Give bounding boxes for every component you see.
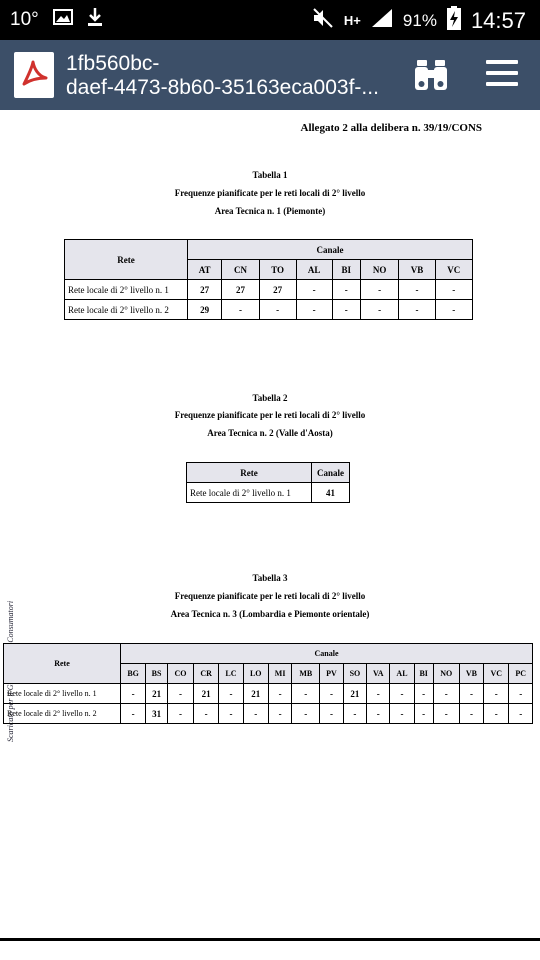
table-cell: -	[509, 704, 533, 724]
table3-area: Area Tecnica n. 3 (Lombardia e Piemonte orientale)	[170, 609, 370, 619]
table-row-label: Rete locale di 2° livello n. 1	[4, 684, 121, 704]
battery-level: 91%	[402, 10, 437, 30]
table-column-header: PC	[509, 664, 533, 684]
table-cell: -	[459, 704, 483, 724]
table-cell: 21	[343, 684, 366, 704]
table-column-header: LC	[219, 664, 243, 684]
temperature: 10°	[10, 9, 39, 30]
table-cell: -	[435, 280, 472, 300]
bottom-edge	[0, 938, 540, 960]
table-cell: -	[194, 704, 219, 724]
table3-group-header: Canale	[121, 644, 533, 664]
table-cell: -	[219, 684, 243, 704]
table-cell: -	[167, 704, 193, 724]
table-cell: 21	[194, 684, 219, 704]
table-cell: -	[343, 704, 366, 724]
table-cell: -	[243, 704, 268, 724]
allegato-header: Allegato 2 alla delibera n. 39/19/CONS	[300, 122, 482, 134]
table-cell: 29	[188, 300, 222, 320]
pdf-page[interactable]	[0, 110, 540, 938]
table-cell: -	[414, 684, 433, 704]
mute-icon	[312, 8, 334, 33]
table-column-header: MB	[292, 664, 320, 684]
table-cell: 21	[243, 684, 268, 704]
table1-area: Area Tecnica n. 1 (Piemonte)	[214, 206, 326, 216]
table-row	[4, 704, 533, 724]
table-cell: -	[360, 280, 399, 300]
acrobat-icon[interactable]	[14, 52, 54, 98]
table-column-header: MI	[268, 664, 291, 684]
table-column-header: VC	[435, 260, 472, 280]
table-cell: -	[360, 300, 399, 320]
table-column-header: PV	[320, 664, 343, 684]
table-row-label: Rete locale di 2° livello n. 2	[65, 300, 188, 320]
table1-row-header: Rete	[65, 240, 188, 280]
table-column-header: VB	[399, 260, 435, 280]
table2-area: Area Tecnica n. 2 (Valle d'Aosta)	[207, 428, 333, 438]
table-row-label: Rete locale di 2° livello n. 1	[187, 483, 312, 503]
status-bar	[0, 0, 540, 40]
table-column-header: AL	[390, 664, 414, 684]
table-column-header: BS	[146, 664, 168, 684]
menu-icon[interactable]	[486, 60, 518, 90]
table-cell: -	[367, 684, 390, 704]
table-row	[4, 684, 533, 704]
table-cell: -	[268, 704, 291, 724]
document-title	[66, 52, 406, 100]
table-cell: -	[390, 704, 414, 724]
table-row-label: Rete locale di 2° livello n. 1	[65, 280, 188, 300]
table-cell: -	[219, 704, 243, 724]
table-column-header: TO	[259, 260, 296, 280]
table-1	[64, 239, 473, 320]
table-column-header: BG	[121, 664, 146, 684]
table-3	[3, 643, 533, 724]
table-column-header: AL	[296, 260, 332, 280]
table2-subtitle: Frequenze pianificate per le reti locali di 2° livello	[174, 410, 366, 420]
app-bar	[0, 40, 540, 110]
network-type: H+	[343, 13, 361, 28]
table-cell: -	[414, 704, 433, 724]
download-icon	[87, 7, 103, 33]
table-column-header: VC	[484, 664, 509, 684]
table-cell: 27	[222, 280, 259, 300]
table3-subtitle: Frequenze pianificate per le reti locali di 2° livello	[174, 591, 366, 601]
table-column-header: CN	[222, 260, 259, 280]
table-cell: -	[222, 300, 259, 320]
table-cell: -	[459, 684, 483, 704]
table-cell: 21	[146, 684, 168, 704]
table-column-header: BI	[414, 664, 433, 684]
table-column-header: AT	[188, 260, 222, 280]
table-column-header: CO	[167, 664, 193, 684]
table2-group-header: Canale	[312, 463, 350, 483]
table-cell: -	[121, 684, 146, 704]
clock: 14:57	[470, 7, 526, 33]
table-cell: -	[399, 300, 435, 320]
table-cell: -	[292, 684, 320, 704]
table-row	[65, 280, 473, 300]
table-2	[186, 462, 350, 503]
table-cell: -	[433, 704, 459, 724]
table-column-header: NO	[360, 260, 399, 280]
table-cell: -	[433, 684, 459, 704]
table-cell: -	[268, 684, 291, 704]
table1-title: Tabella 1	[252, 170, 288, 180]
table2-title: Tabella 2	[252, 393, 288, 403]
table-cell: -	[292, 704, 320, 724]
document-title-line1: 1fb560bc-	[66, 52, 160, 75]
table-column-header: NO	[433, 664, 459, 684]
table2-row-header: Rete	[187, 463, 312, 483]
table-cell: -	[332, 300, 360, 320]
table-cell: -	[484, 684, 509, 704]
table-cell: -	[332, 280, 360, 300]
binoculars-icon[interactable]	[414, 58, 448, 97]
table-cell: 41	[312, 483, 350, 503]
table1-subtitle: Frequenze pianificate per le reti locali di 2° livello	[174, 188, 366, 198]
image-icon	[53, 9, 73, 31]
table-cell: -	[167, 684, 193, 704]
table-cell: 27	[259, 280, 296, 300]
document-title-line2: daef-4473-8b60-35163eca003f-...	[66, 76, 379, 99]
table-column-header: VA	[367, 664, 390, 684]
table3-title: Tabella 3	[252, 573, 288, 583]
table-column-header: CR	[194, 664, 219, 684]
table-cell: -	[320, 704, 343, 724]
table-column-header: SO	[343, 664, 366, 684]
table-cell: -	[399, 280, 435, 300]
table-cell: -	[509, 684, 533, 704]
battery-charging-icon	[447, 6, 461, 35]
table3-row-header: Rete	[4, 644, 121, 684]
table-column-header: LO	[243, 664, 268, 684]
table-column-header: VB	[459, 664, 483, 684]
table-cell: 27	[188, 280, 222, 300]
table-cell: -	[320, 684, 343, 704]
table-cell: -	[121, 704, 146, 724]
signal-icon	[371, 8, 393, 33]
table-cell: -	[296, 280, 332, 300]
table-cell: -	[259, 300, 296, 320]
table-row	[65, 300, 473, 320]
table-column-header: BI	[332, 260, 360, 280]
table-cell: -	[296, 300, 332, 320]
table-row-label: Rete locale di 2° livello n. 2	[4, 704, 121, 724]
table1-group-header: Canale	[188, 240, 473, 260]
table-cell: -	[390, 684, 414, 704]
table-cell: 31	[146, 704, 168, 724]
table-cell: -	[484, 704, 509, 724]
table-cell: -	[435, 300, 472, 320]
table-cell: -	[367, 704, 390, 724]
